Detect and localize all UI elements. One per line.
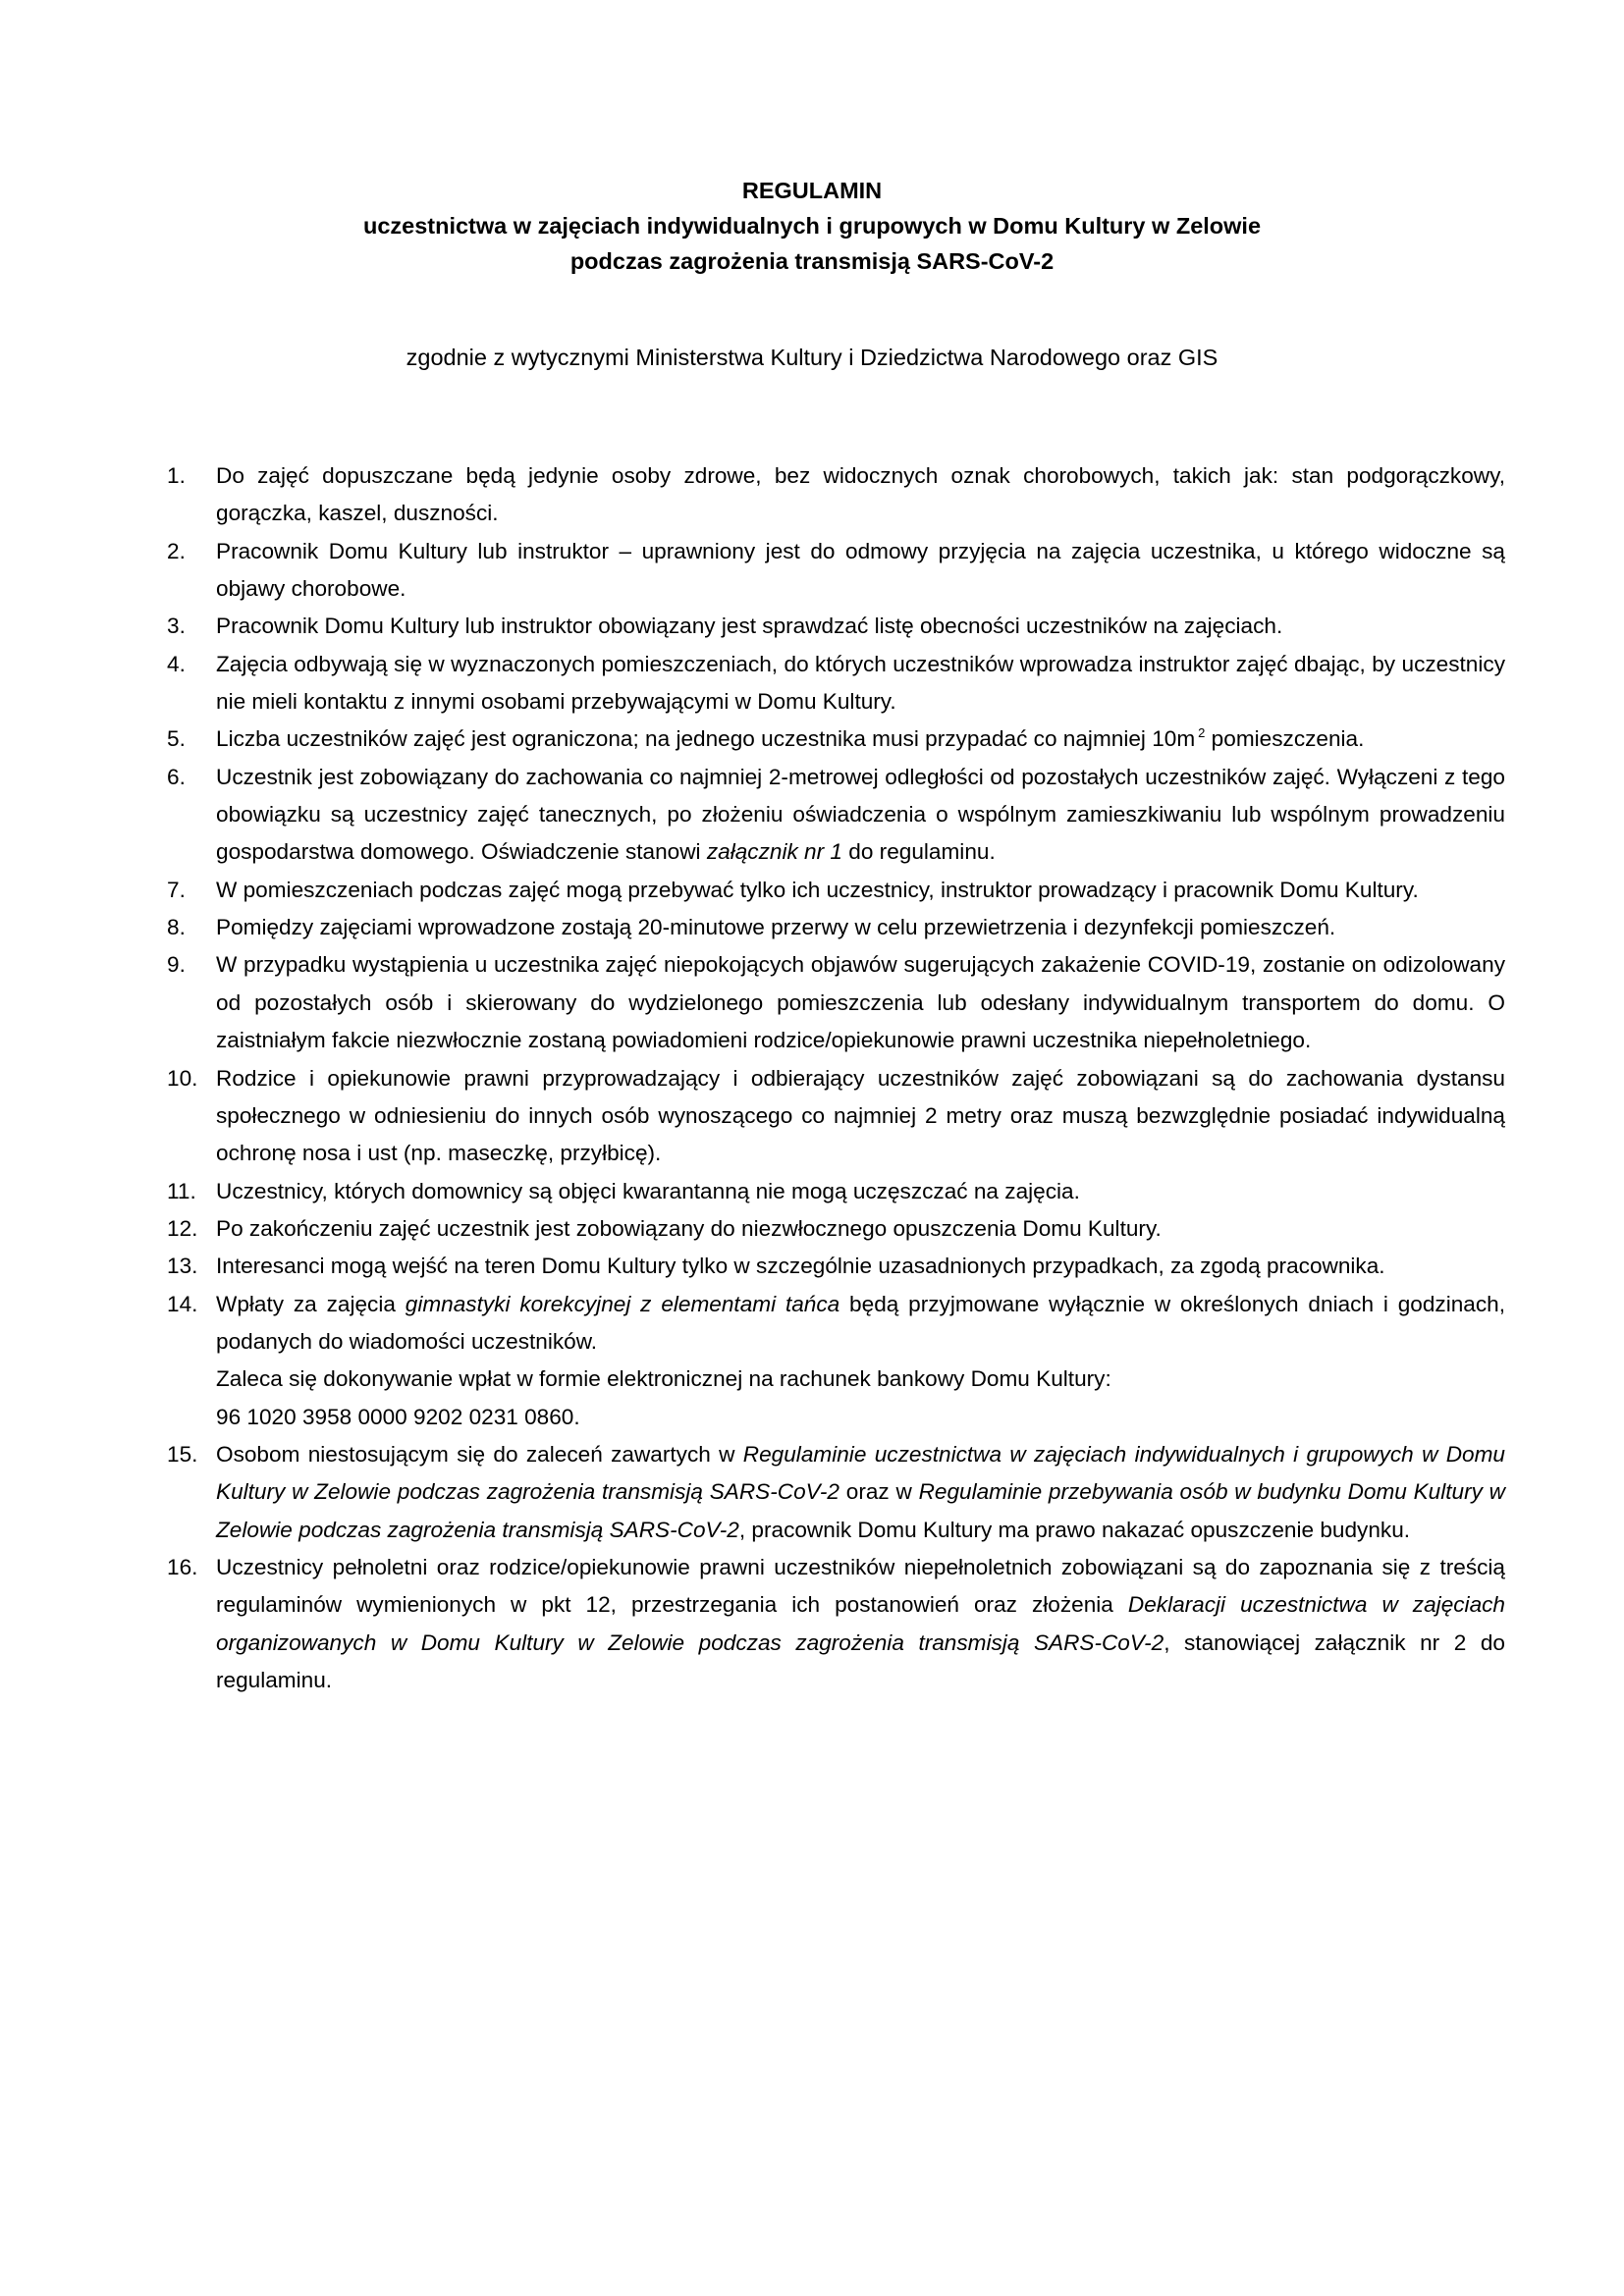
- document-title: [0, 173, 1624, 279]
- text-segment: Wpłaty za zajęcia: [216, 1291, 406, 1316]
- document-subtitle: zgodnie z wytycznymi Ministerstwa Kultury i Dziedzictwa Narodowego oraz GIS: [406, 345, 1218, 370]
- regulation-number: 8.: [167, 915, 186, 940]
- regulation-text: [216, 608, 1505, 645]
- regulation-number: 14.: [167, 1291, 198, 1316]
- regulation-item: [167, 457, 1505, 533]
- regulation-paragraph: [216, 1254, 1385, 1278]
- regulation-text: [216, 533, 1505, 609]
- regulation-text: [216, 1173, 1505, 1210]
- regulation-text: [216, 759, 1505, 872]
- text-segment: , stanowiącej załącznik nr 2 do regulaminu.: [216, 1629, 1505, 1692]
- regulation-paragraph: [216, 1399, 1505, 1436]
- regulation-paragraph: [216, 915, 1335, 939]
- text-segment: Uczestnicy pełnoletni oraz rodzice/opiekunowie prawni uczestników niepełnoletnich zobowiązani są do zapoznania się z treścią regulaminów wymienionych w pkt 12, przestrzegania ich postanowień oraz złożenia: [216, 1554, 1505, 1618]
- text-segment: , pracownik Domu Kultury ma prawo nakazać opuszczenie budynku.: [738, 1517, 1411, 1542]
- regulation-line: Zaleca się dokonywanie wpłat w formie elektronicznej na rachunek bankowy Domu Kultury:: [216, 1366, 1111, 1392]
- regulation-item: [167, 1436, 1505, 1549]
- regulation-number: 13.: [167, 1254, 198, 1279]
- superscript: 2: [1198, 725, 1206, 741]
- text-segment: Do zajęć dopuszczane będą jedynie osoby zdrowe, bez widocznych oznak chorobowych, takich jak: stan podgorączkowy, gorączka, kaszel, duszności.: [216, 463, 1505, 526]
- regulation-number: 3.: [167, 614, 186, 639]
- regulation-item: [167, 646, 1505, 721]
- regulation-text: [216, 646, 1505, 721]
- italic-reference: załącznik nr 1: [706, 839, 842, 865]
- regulation-item: [167, 1248, 1505, 1285]
- text-segment: Zajęcia odbywają się w wyznaczonych pomieszczeniach, do których uczestników wprowadza instruktor zajęć dbając, by uczestnicy nie mieli kontaktu z innymi osobami przebywającymi w Domu Kultury.: [216, 651, 1505, 715]
- regulation-number: 6.: [167, 764, 186, 789]
- regulation-item: [167, 1210, 1505, 1248]
- text-segment: Rodzice i opiekunowie prawni przyprowadzający i odbierający uczestników zajęć zobowiązani są do zachowania dystansu społecznego w odniesieniu do innych osób wynoszącego co najmniej 2 metry oraz muszą bezwzględnie posiadać indywidualną ochronę nosa i ust (np. maseczkę, przyłbicę).: [216, 1065, 1505, 1166]
- regulation-text: [216, 1436, 1505, 1549]
- regulation-number: 4.: [167, 651, 186, 676]
- text-segment: Osobom niestosującym się do zaleceń zawartych w: [216, 1441, 743, 1467]
- text-segment: Pomiędzy zajęciami wprowadzone zostają 20-minutowe przerwy w celu przewietrzenia i dezynfekcji pomieszczeń.: [216, 915, 1336, 940]
- italic-reference: Regulaminie przebywania osób w budynku Domu Kultury w Zelowie podczas zagrożenia transmisją SARS-CoV-2: [216, 1479, 1505, 1542]
- regulation-item: [167, 533, 1505, 609]
- italic-reference: gimnastyki korekcyjnej z elementami tańca: [405, 1291, 840, 1316]
- text-segment: pomieszczenia.: [1205, 726, 1365, 752]
- text-segment: Interesanci mogą wejść na teren Domu Kultury tylko w szczególnie uzasadnionych przypadkach, za zgodą pracownika.: [216, 1254, 1385, 1279]
- text-segment: Pracownik Domu Kultury lub instruktor obowiązany jest sprawdzać listę obecności uczestników na zajęciach.: [216, 614, 1283, 639]
- regulation-item: [167, 608, 1505, 645]
- regulation-text: [216, 721, 1505, 758]
- text-segment: Uczestnik jest zobowiązany do zachowania co najmniej 2-metrowej odległości od pozostałych uczestników zajęć. Wyłączeni z tego obowiązku są uczestnicy zajęć tanecznych, po złożeniu oświadczenia o wspólnym zamieszkiwaniu lub wspólnym prowadzeniu gospodarstwa domowego. Oświadczenie stanowi: [216, 764, 1505, 865]
- regulation-item: [167, 1549, 1505, 1699]
- regulation-paragraph: [216, 1555, 1505, 1692]
- italic-reference: Regulaminie uczestnictwa w zajęciach indywidualnych i grupowych w Domu Kultury w Zelowie podczas zagrożenia transmisją SARS-CoV-2: [216, 1441, 1505, 1505]
- regulation-paragraph: [216, 726, 1364, 751]
- regulation-number: 16.: [167, 1554, 198, 1579]
- regulation-item: [167, 1060, 1505, 1173]
- regulation-number: 2.: [167, 538, 186, 563]
- regulation-item: [167, 1173, 1505, 1210]
- regulation-number: 1.: [167, 463, 186, 488]
- regulation-item: [167, 946, 1505, 1059]
- regulation-paragraph: [216, 1361, 1505, 1398]
- regulation-text: [216, 1060, 1505, 1173]
- text-segment: do regulaminu.: [841, 839, 996, 865]
- regulation-paragraph: [216, 614, 1282, 638]
- regulation-number: 11.: [167, 1178, 196, 1203]
- regulation-item: [167, 759, 1505, 872]
- regulation-text: [216, 946, 1505, 1059]
- regulations-list: [167, 457, 1505, 1699]
- regulation-paragraph: [216, 539, 1505, 601]
- regulation-number: 12.: [167, 1215, 198, 1241]
- text-segment: Po zakończeniu zajęć uczestnik jest zobowiązany do niezwłocznego opuszczenia Domu Kultury.: [216, 1215, 1162, 1241]
- regulation-paragraph: [216, 1216, 1162, 1241]
- regulation-text: [216, 909, 1505, 946]
- regulation-paragraph: [216, 652, 1505, 714]
- text-segment: W pomieszczeniach podczas zajęć mogą przebywać tylko ich uczestnicy, instruktor prowadzący i pracownik Domu Kultury.: [216, 877, 1419, 902]
- regulation-text: [216, 1210, 1505, 1248]
- regulation-paragraph: [216, 1286, 1505, 1362]
- regulation-item: [167, 909, 1505, 946]
- regulation-number: 7.: [167, 877, 186, 902]
- text-segment: Pracownik Domu Kultury lub instruktor – uprawniony jest do odmowy przyjęcia na zajęcia uczestnika, u którego widoczne są objawy chorobowe.: [216, 538, 1505, 602]
- regulation-text: [216, 1549, 1505, 1699]
- title-line-subject: uczestnictwa w zajęciach indywidualnych i grupowych w Domu Kultury w Zelowie: [362, 213, 1262, 239]
- regulation-paragraph: [216, 463, 1505, 525]
- title-line-context: podczas zagrożenia transmisją SARS-CoV-2: [569, 248, 1055, 274]
- regulation-paragraph: [216, 952, 1505, 1052]
- regulation-paragraph: [216, 765, 1505, 865]
- regulation-paragraph: [216, 1066, 1505, 1166]
- italic-reference: Deklaracji uczestnictwa w zajęciach organizowanych w Domu Kultury w Zelowie podczas zagrożenia transmisją SARS-CoV-2: [216, 1592, 1506, 1655]
- regulation-number: 5.: [167, 726, 186, 752]
- regulation-number: 9.: [167, 952, 186, 978]
- regulation-number: 10.: [167, 1065, 198, 1091]
- regulation-item: [167, 872, 1505, 909]
- regulation-item: [167, 1286, 1505, 1436]
- text-segment: Uczestnicy, których domownicy są objęci kwarantanną nie mogą uczęszczać na zajęcia.: [216, 1178, 1080, 1203]
- regulation-text: [216, 1286, 1505, 1436]
- text-segment: będą przyjmowane wyłącznie w określonych dniach i godzinach, podanych do wiadomości uczestników.: [216, 1291, 1505, 1354]
- title-line-heading: REGULAMIN: [741, 178, 883, 203]
- text-segment: Liczba uczestników zajęć jest ograniczona; na jednego uczestnika musi przypadać co najmniej 10m: [216, 726, 1196, 752]
- regulation-paragraph: [216, 1442, 1505, 1542]
- regulation-text: [216, 457, 1505, 533]
- regulation-text: [216, 872, 1505, 909]
- regulation-text: [216, 1248, 1505, 1285]
- regulation-line: 96 1020 3958 0000 9202 0231 0860.: [216, 1404, 580, 1429]
- regulation-item: [167, 721, 1505, 758]
- regulation-paragraph: [216, 878, 1419, 902]
- text-segment: W przypadku wystąpienia u uczestnika zajęć niepokojących objawów sugerujących zakażenie COVID-19, zostanie on odizolowany od pozostałych osób i skierowany do wydzielonego pomieszczenia lub odesłany indywidualnym transportem do domu. O zaistniałym fakcie niezwłocznie zostaną powiadomieni rodzice/opiekunowie prawni uczestnika niepełnoletniego.: [216, 952, 1505, 1053]
- text-segment: oraz w: [839, 1479, 919, 1505]
- regulation-number: 15.: [167, 1441, 198, 1467]
- regulation-paragraph: [216, 1179, 1080, 1203]
